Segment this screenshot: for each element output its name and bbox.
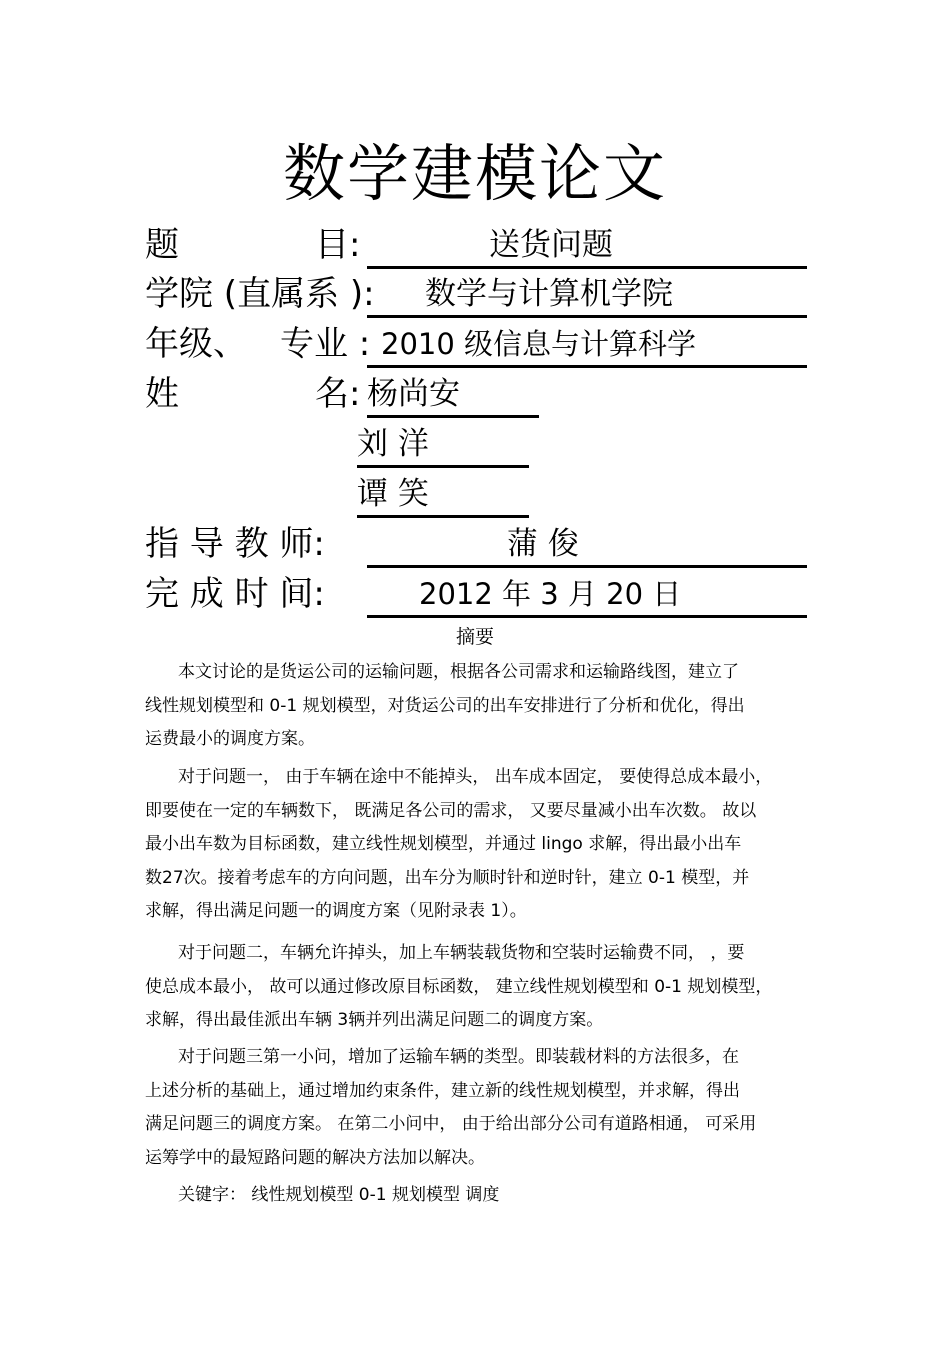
- text-line: 运费最小的调度方案。: [145, 729, 315, 749]
- keywords-line: 关键字： 线性规划模型 0-1 规划模型 调度: [178, 1185, 500, 1205]
- advisor-row: [145, 521, 807, 567]
- college-field: [367, 271, 807, 318]
- abstract-heading: 摘要: [455, 626, 494, 648]
- text-line: 本文讨论的是货运公司的运输问题，根据各公司需求和运输路线图，建立了: [178, 662, 739, 682]
- major-label-b: 专业 :: [280, 324, 371, 364]
- text-line: 最小出车数为目标函数，建立线性规划模型，并通过 lingo 求解，得出最小出车: [145, 834, 742, 854]
- topic-label-b: 目:: [315, 225, 361, 265]
- name3-value: 谭 笑: [357, 476, 429, 512]
- text-line: 数27次。接着考虑车的方向问题，出车分为顺时针和逆时针，建立 0-1 模型，并: [145, 867, 750, 888]
- date-field: [367, 571, 807, 618]
- advisor-field: [367, 521, 807, 568]
- text-line: 使总成本最小， 故可以通过修改原目标函数， 建立线性规划模型和 0-1 规划模型，: [145, 976, 773, 997]
- text-line: 对于问题三第一小问，增加了运输车辆的类型。即装载材料的方法很多，在: [178, 1047, 739, 1067]
- date-label: 完 成 时 间:: [145, 574, 325, 614]
- college-value: 数学与计算机学院: [425, 276, 673, 312]
- topic-label-a: 题: [145, 225, 179, 265]
- topic-field: [367, 222, 807, 269]
- name-row: [145, 371, 545, 417]
- text-line: 求解，得出满足问题一的调度方案（见附录表 1）。: [145, 901, 527, 921]
- college-row: [145, 271, 807, 317]
- name1-field: [367, 371, 539, 418]
- major-field: [367, 321, 807, 368]
- text-line: 运筹学中的最短路问题的解决方法加以解决。: [145, 1147, 485, 1168]
- text-line: 对于问题一， 由于车辆在途中不能掉头， 出车成本固定， 要使得总成本最小，: [178, 767, 773, 787]
- date-value: 2012 年 3 月 20 日: [419, 577, 682, 611]
- college-label: 学院 (直属系 ):: [145, 274, 375, 314]
- name3-field: [357, 471, 529, 518]
- abstract-paragraph-3: [145, 937, 807, 1038]
- text-line: 求解，得出最佳派出车辆 3辆并列出满足问题二的调度方案。: [145, 1010, 604, 1030]
- name2-field: [357, 421, 529, 468]
- text-line: 即要使在一定的车辆数下， 既满足各公司的需求， 又要尽量减小出车次数。 故以: [145, 800, 757, 821]
- name3-row: [145, 471, 545, 517]
- text-line: 上述分析的基础上，通过增加约束条件，建立新的线性规划模型，并求解，得出: [145, 1080, 740, 1101]
- paper-title: 数学建模论文: [282, 137, 667, 210]
- text-line: 对于问题二，车辆允许掉头，加上车辆装载货物和空装时运输费不同， ，要: [178, 943, 745, 963]
- advisor-label: 指 导 教 师:: [145, 524, 325, 564]
- abstract-paragraph-4: [145, 1041, 807, 1175]
- major-label-a: 年级、: [145, 324, 247, 364]
- major-value: 2010 级信息与计算科学: [381, 327, 697, 361]
- name1-value: 杨尚安: [367, 376, 460, 412]
- name2-row: [145, 421, 545, 467]
- text-line: 线性规划模型和 0-1 规划模型，对货运公司的出车安排进行了分析和优化，得出: [145, 695, 745, 716]
- abstract-paragraph-2: [145, 761, 807, 929]
- text-line: 满足问题三的调度方案。 在第二小问中， 由于给出部分公司有道路相通， 可采用: [145, 1114, 757, 1134]
- name2-value: 刘 洋: [357, 426, 429, 462]
- date-row: [145, 571, 807, 617]
- name-label-b: 名:: [315, 374, 361, 414]
- advisor-value: 蒲 俊: [507, 526, 579, 562]
- name-label-a: 姓: [145, 374, 179, 414]
- major-row: [145, 321, 807, 367]
- topic-row: [145, 222, 807, 268]
- topic-value: 送货问题: [489, 227, 613, 263]
- abstract-paragraph-1: [145, 656, 807, 757]
